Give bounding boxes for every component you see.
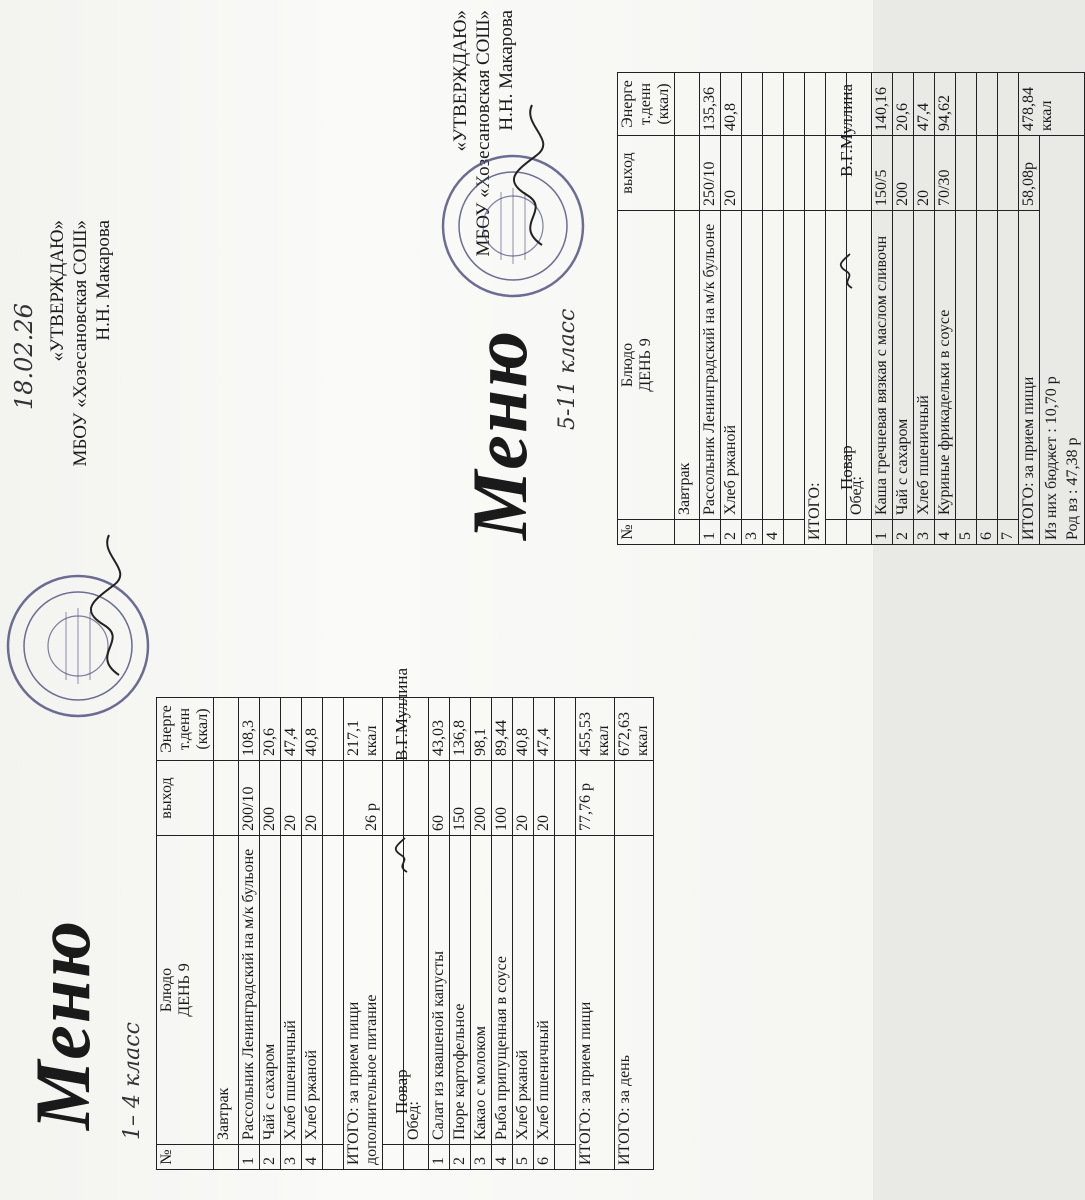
table-row: 7 xyxy=(998,73,1019,545)
table-row: 3 Хлеб пшеничный 20 47,4 xyxy=(914,73,935,545)
total-breakfast-row: ИТОГО: за прием пищи дополнительное питание 26 р 217,1 ккал xyxy=(344,698,383,1170)
table-header-row xyxy=(618,73,675,545)
table-row: 4 xyxy=(763,73,784,545)
table-header-row xyxy=(157,698,214,1170)
budget-line: Из них бюджет : 10,70 р xyxy=(1043,376,1060,540)
cook-label: Повар xyxy=(837,445,856,490)
approval-school: МБОУ «Хозесановская СОШ» xyxy=(473,10,494,257)
table-row: 1 Рассольник Ленинградский на м/к бульоне 200/10 108,3 xyxy=(239,698,260,1170)
approval-director: Н.Н. Макарова xyxy=(496,10,517,131)
budget-row xyxy=(1040,73,1085,545)
table-row: 1 Салат из квашеной капусты 60 43,03 xyxy=(429,698,450,1170)
table-row: 6 Хлеб пшеничный 20 47,4 xyxy=(534,698,555,1170)
total-lunch-row: ИТОГО: за прием пищи 58,08р 478,84 ккал xyxy=(1019,73,1040,545)
col-dish-header: Блюдо ДЕНЬ 9 xyxy=(157,836,214,1145)
col-number-header: № xyxy=(157,1145,214,1170)
section-breakfast: Завтрак xyxy=(675,211,700,520)
approval-heading: «УТВЕРЖДАЮ» xyxy=(450,10,471,152)
cook-signature xyxy=(393,835,413,875)
col-dish-header: Блюдо ДЕНЬ 9 xyxy=(618,211,675,520)
total-breakfast-row: ИТОГО: xyxy=(805,73,826,545)
date-handwritten: 18.02.26 xyxy=(10,303,38,410)
cook-signature-line xyxy=(392,474,413,1114)
approval-director: Н.Н. Макарова xyxy=(93,220,114,341)
cook-label: Повар xyxy=(392,1069,411,1114)
table-row: 2 Чай с сахаром 200 20,6 xyxy=(893,73,914,545)
grade-handwritten: 1– 4 класс xyxy=(120,1022,145,1140)
table-row: 5 Хлеб ржаной 20 40,8 xyxy=(513,698,534,1170)
director-signature xyxy=(507,100,557,250)
section-breakfast: Завтрак xyxy=(214,836,239,1145)
cook-signature-line xyxy=(837,10,858,490)
grade-handwritten: 5-11 класс xyxy=(555,308,580,430)
table-row: 3 Хлеб пшеничный 20 47,4 xyxy=(281,698,302,1170)
table-row: 4 Рыба припущенная в соусе 100 89,44 xyxy=(492,698,513,1170)
menu-title: Меню xyxy=(456,328,543,540)
director-signature xyxy=(84,530,134,680)
col-output-header: выход xyxy=(618,136,675,211)
menu-grades-5-11 xyxy=(437,0,1081,1200)
table-row: 5 xyxy=(956,73,977,545)
table-row: 6 xyxy=(977,73,998,545)
table-row: 3 xyxy=(742,73,763,545)
cook-name: В.Г.Муллина xyxy=(837,83,856,177)
table-row: 2 Хлеб ржаной 20 40,8 xyxy=(721,73,742,545)
cook-name: В.Г.Муллина xyxy=(392,667,411,761)
approval-heading: «УТВЕРЖДАЮ» xyxy=(47,220,68,362)
table-row: 1 Каша гречневая вязкая с маслом сливочн 150/5 140,16 xyxy=(872,73,893,545)
table-row: 2 Чай с сахаром 200 20,6 xyxy=(260,698,281,1170)
table-row: 4 Хлеб ржаной 20 40,8 xyxy=(302,698,323,1170)
parent-line: Род вз : 47,38 р xyxy=(1064,437,1081,540)
section-lunch: Обед: xyxy=(847,211,872,520)
table-row: 2 Пюре картофельное 150 136,8 xyxy=(450,698,471,1170)
col-number-header: № xyxy=(618,520,675,545)
section-lunch: Обед: xyxy=(404,836,429,1145)
approval-school: МБОУ «Хозесановская СОШ» xyxy=(70,220,91,467)
total-lunch-row: ИТОГО: за прием пищи 77,76 р 455,53 ккал xyxy=(576,698,615,1170)
col-energy-header: Энерге т.денн (ккал) xyxy=(157,698,214,761)
table-row: 3 Какао с молоком 200 98,1 xyxy=(471,698,492,1170)
budget-breakdown xyxy=(1040,136,1085,545)
table-row: 4 Куриные фрикадельки в соусе 70/30 94,62 xyxy=(935,73,956,545)
menu-title: Меню xyxy=(19,918,106,1130)
total-day-row: ИТОГО: за день 672,63 ккал xyxy=(615,698,654,1170)
table-row: 1 Рассольник Ленинградский на м/к бульоне 250/10 135,36 xyxy=(700,73,721,545)
col-energy-header: Энерге т.денн (ккал) xyxy=(618,73,675,136)
col-output-header: выход xyxy=(157,761,214,836)
cook-signature xyxy=(838,251,858,291)
